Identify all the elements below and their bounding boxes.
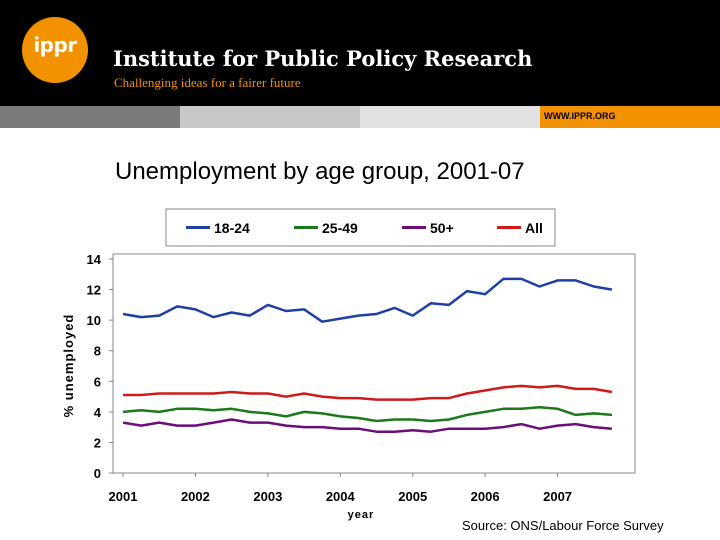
- y-tick-label: 2: [93, 435, 101, 451]
- x-tick-label: 2001: [108, 489, 138, 504]
- series-line-25-49: [123, 407, 612, 421]
- source-note: Source: ONS/Labour Force Survey: [462, 518, 664, 533]
- legend-label: 25-49: [322, 220, 358, 236]
- chart-title: Unemployment by age group, 2001-07: [115, 158, 525, 185]
- y-tick-label: 0: [93, 466, 101, 481]
- x-axis-label: year: [347, 509, 375, 521]
- tagline: Challenging ideas for a fairer future: [114, 75, 301, 90]
- website-link[interactable]: WWW.IPPR.ORG: [544, 111, 616, 121]
- x-tick-label: 2007: [543, 489, 573, 504]
- x-tick-label: 2004: [325, 489, 355, 504]
- x-tick-label: 2002: [180, 489, 210, 504]
- y-tick-label: 14: [86, 252, 101, 267]
- x-tick-label: 2003: [253, 489, 283, 504]
- series-line-50+: [123, 420, 612, 432]
- logo-text: ippr: [33, 33, 77, 57]
- x-tick-label: 2005: [398, 489, 428, 504]
- y-tick-label: 8: [93, 343, 101, 359]
- series-line-18-24: [123, 279, 612, 322]
- y-tick-label: 12: [86, 282, 101, 298]
- legend-label: All: [525, 220, 543, 236]
- series-line-All: [123, 386, 612, 400]
- y-tick-label: 4: [93, 404, 101, 420]
- legend-label: 18-24: [214, 220, 250, 236]
- legend-label: 50+: [430, 220, 454, 236]
- y-tick-label: 10: [86, 313, 101, 329]
- org-name: Institute for Public Policy Research: [113, 46, 533, 71]
- y-tick-label: 6: [93, 374, 101, 390]
- y-axis-label: % unemployed: [61, 313, 76, 418]
- x-tick-label: 2006: [470, 489, 500, 504]
- plot-frame: [113, 254, 635, 473]
